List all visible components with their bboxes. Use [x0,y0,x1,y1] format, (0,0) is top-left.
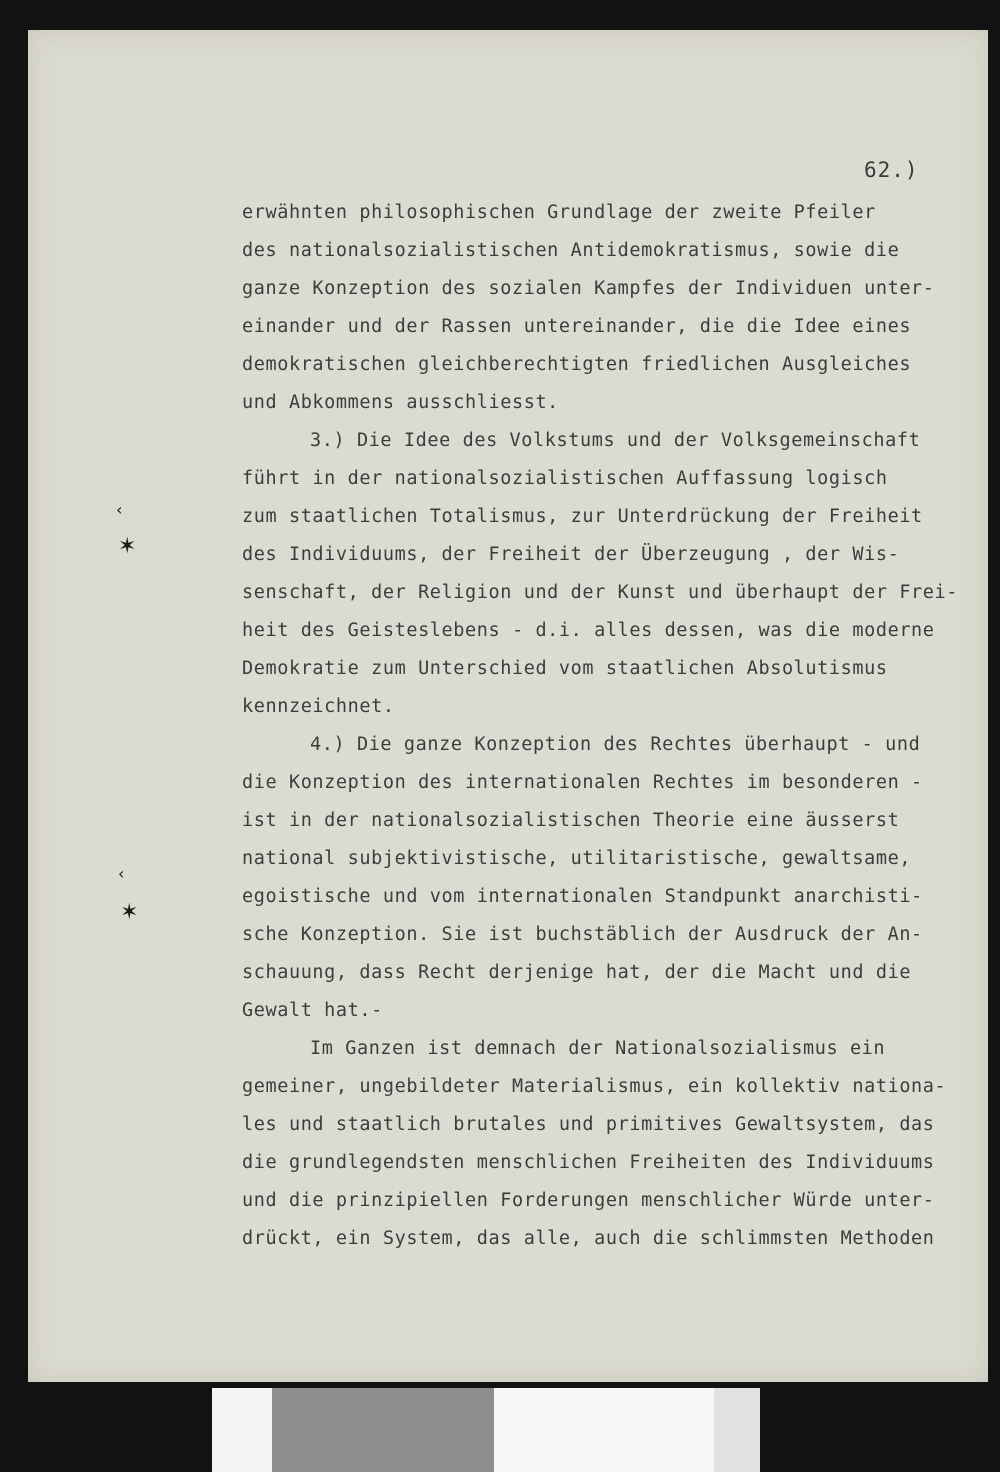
text-line: demokratischen gleichberechtigten friedlichen Ausgleiches [242,354,912,375]
color-calibration-patch [272,1388,494,1472]
text-line: Demokratie zum Unterschied vom staatlichen Absolutismus [242,658,888,679]
color-calibration-patch [494,1388,714,1472]
text-line: ist in der nationalsozialistischen Theorie eine äusserst [242,810,900,831]
text-line: heit des Geisteslebens - d.i. alles dessen, was die moderne [242,620,935,641]
text-line: drückt, ein System, das alle, auch die schlimmsten Methoden [242,1228,935,1249]
text-line: 4.) Die ganze Konzeption des Rechtes überhaupt - und [310,734,921,755]
text-line: des nationalsozialistischen Antidemokratismus, sowie die [242,240,900,261]
text-line: les und staatlich brutales und primitives Gewaltsystem, das [242,1114,935,1135]
text-line: Gewalt hat.- [242,1000,383,1021]
text-line: schauung, dass Recht derjenige hat, der die Macht und die [242,962,912,983]
page-number: 62.) [864,158,919,182]
text-line: senschaft, der Religion und der Kunst und überhaupt der Frei- [242,582,959,603]
text-line: des Individuums, der Freiheit der Überzeugung , der Wis- [242,544,900,565]
text-line: Im Ganzen ist demnach der Nationalsozialismus ein [310,1038,886,1059]
text-line: egoistische und vom internationalen Standpunkt anarchisti- [242,886,923,907]
text-line: führt in der nationalsozialistischen Auffassung logisch [242,468,888,489]
punch-mark-icon: ‹ [116,500,123,519]
text-line: und die prinzipiellen Forderungen menschlicher Würde unter- [242,1190,935,1211]
punch-mark-icon: ✶ [120,900,139,925]
text-line: sche Konzeption. Sie ist buchstäblich der Ausdruck der An- [242,924,923,945]
text-line: ganze Konzeption des sozialen Kampfes der Individuen unter- [242,278,935,299]
body-text [28,30,988,1382]
punch-mark-icon: ✶ [118,534,137,559]
text-line: zum staatlichen Totalismus, zur Unterdrückung der Freiheit [242,506,923,527]
text-line: gemeiner, ungebildeter Materialismus, ein kollektiv nationa- [242,1076,947,1097]
text-line: einander und der Rassen untereinander, die die Idee eines [242,316,912,337]
text-line: kennzeichnet. [242,696,395,717]
text-line: die Konzeption des internationalen Rechtes im besonderen - [242,772,923,793]
text-line: und Abkommens ausschliesst. [242,392,559,413]
text-line: national subjektivistische, utilitaristische, gewaltsame, [242,848,912,869]
document-page [28,30,988,1382]
color-calibration-patch [714,1388,760,1472]
text-line: 3.) Die Idee des Volkstums und der Volksgemeinschaft [310,430,921,451]
text-line: erwähnten philosophischen Grundlage der zweite Pfeiler [242,202,876,223]
color-calibration-patch [212,1388,272,1472]
text-line: die grundlegendsten menschlichen Freiheiten des Individuums [242,1152,935,1173]
punch-mark-icon: ‹ [118,864,125,883]
